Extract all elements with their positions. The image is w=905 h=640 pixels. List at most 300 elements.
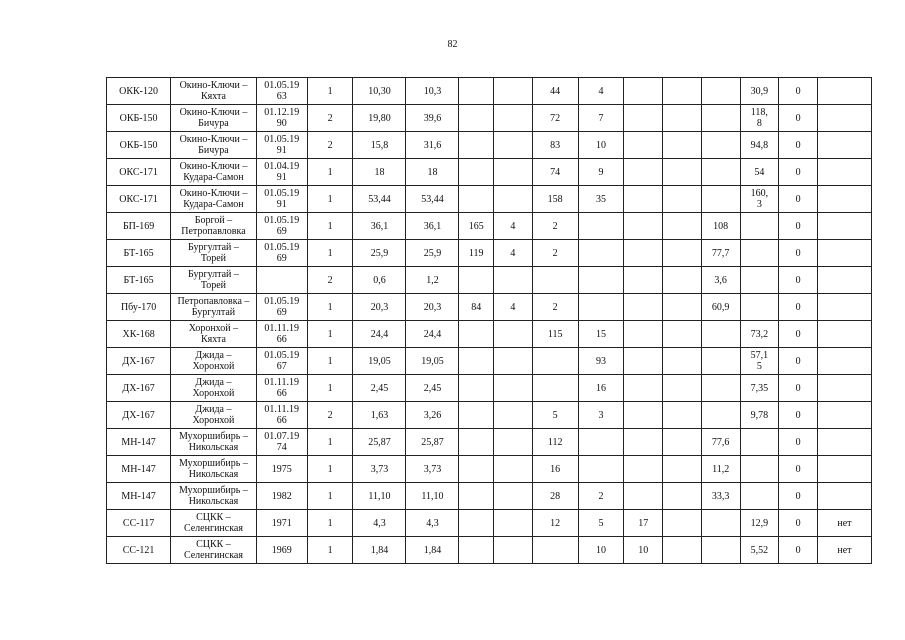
cell-col-13 <box>701 375 740 402</box>
cell-col-8: 4 <box>494 240 533 267</box>
cell-col-12 <box>663 483 702 510</box>
cell-col-13: 11,2 <box>701 456 740 483</box>
cell-col-9: 2 <box>532 240 578 267</box>
table-row <box>107 105 872 132</box>
cell-length: 11,10 <box>353 483 406 510</box>
cell-circuits: 1 <box>307 348 353 375</box>
cell-col-12 <box>663 537 702 564</box>
cell-col-8 <box>494 186 533 213</box>
cell-length: 25,9 <box>353 240 406 267</box>
cell-col-9: 2 <box>532 294 578 321</box>
cell-col-7 <box>459 483 494 510</box>
cell-line-code: СС-121 <box>107 537 171 564</box>
cell-col-14: 57,1 5 <box>740 348 779 375</box>
cell-line-code: СС-117 <box>107 510 171 537</box>
cell-col-12 <box>663 456 702 483</box>
cell-route: Окино-Ключи – Кудара-Самон <box>171 186 257 213</box>
cell-col-9 <box>532 348 578 375</box>
cell-col-14: 30,9 <box>740 78 779 105</box>
cell-col-12 <box>663 186 702 213</box>
cell-line-code: МН-147 <box>107 456 171 483</box>
cell-col-10 <box>578 456 624 483</box>
cell-commission-date: 01.05.19 69 <box>256 213 307 240</box>
cell-col-8 <box>494 78 533 105</box>
cell-length: 24,4 <box>353 321 406 348</box>
table-row <box>107 213 872 240</box>
cell-line-code: ХК-168 <box>107 321 171 348</box>
cell-col-13: 60,9 <box>701 294 740 321</box>
cell-col-10: 3 <box>578 402 624 429</box>
cell-col-12 <box>663 132 702 159</box>
cell-col-9: 158 <box>532 186 578 213</box>
cell-commission-date: 01.11.19 66 <box>256 321 307 348</box>
cell-col-16 <box>817 294 871 321</box>
cell-col-10: 5 <box>578 510 624 537</box>
cell-col-11 <box>624 213 663 240</box>
cell-circuits: 2 <box>307 105 353 132</box>
cell-line-code: Пбу-170 <box>107 294 171 321</box>
cell-col-9 <box>532 267 578 294</box>
cell-col-9: 83 <box>532 132 578 159</box>
cell-length: 15,8 <box>353 132 406 159</box>
cell-route: Джида – Хоронхой <box>171 348 257 375</box>
table-row <box>107 159 872 186</box>
cell-col-16 <box>817 186 871 213</box>
cell-col-15: 0 <box>779 294 818 321</box>
cell-col-15: 0 <box>779 159 818 186</box>
cell-col-9: 28 <box>532 483 578 510</box>
table-row <box>107 537 872 564</box>
cell-col-15: 0 <box>779 267 818 294</box>
table-row <box>107 456 872 483</box>
cell-total-length: 1,84 <box>406 537 459 564</box>
cell-circuits: 1 <box>307 456 353 483</box>
cell-col-9: 112 <box>532 429 578 456</box>
table-row <box>107 348 872 375</box>
cell-col-14 <box>740 456 779 483</box>
cell-col-14: 12,9 <box>740 510 779 537</box>
cell-col-12 <box>663 294 702 321</box>
cell-col-8 <box>494 159 533 186</box>
cell-col-7 <box>459 321 494 348</box>
cell-col-15: 0 <box>779 321 818 348</box>
cell-total-length: 3,26 <box>406 402 459 429</box>
cell-route: Бургултай – Торей <box>171 267 257 294</box>
cell-line-code: БП-169 <box>107 213 171 240</box>
cell-circuits: 2 <box>307 402 353 429</box>
cell-col-10 <box>578 294 624 321</box>
table-row <box>107 510 872 537</box>
cell-length: 2,45 <box>353 375 406 402</box>
cell-col-14 <box>740 429 779 456</box>
cell-circuits: 1 <box>307 294 353 321</box>
cell-col-7 <box>459 132 494 159</box>
cell-col-13: 3,6 <box>701 267 740 294</box>
cell-col-9: 16 <box>532 456 578 483</box>
cell-col-13 <box>701 348 740 375</box>
cell-route: Джида – Хоронхой <box>171 375 257 402</box>
cell-circuits: 1 <box>307 429 353 456</box>
cell-col-13: 77,6 <box>701 429 740 456</box>
cell-col-7 <box>459 105 494 132</box>
cell-col-11: 10 <box>624 537 663 564</box>
cell-col-13 <box>701 321 740 348</box>
cell-col-14 <box>740 483 779 510</box>
cell-commission-date: 01.05.19 91 <box>256 132 307 159</box>
cell-col-14: 7,35 <box>740 375 779 402</box>
cell-commission-date: 1982 <box>256 483 307 510</box>
cell-col-13 <box>701 510 740 537</box>
cell-total-length: 18 <box>406 159 459 186</box>
cell-route: СЦКК – Селенгинская <box>171 510 257 537</box>
cell-line-code: МН-147 <box>107 483 171 510</box>
cell-col-7: 119 <box>459 240 494 267</box>
cell-commission-date: 1975 <box>256 456 307 483</box>
cell-col-15: 0 <box>779 456 818 483</box>
cell-total-length: 36,1 <box>406 213 459 240</box>
cell-col-10: 4 <box>578 78 624 105</box>
cell-line-code: БТ-165 <box>107 240 171 267</box>
table-row <box>107 240 872 267</box>
cell-col-14: 54 <box>740 159 779 186</box>
cell-circuits: 1 <box>307 510 353 537</box>
cell-length: 0,6 <box>353 267 406 294</box>
table-row <box>107 483 872 510</box>
cell-col-16 <box>817 267 871 294</box>
cell-length: 4,3 <box>353 510 406 537</box>
cell-col-15: 0 <box>779 429 818 456</box>
cell-commission-date: 01.05.19 91 <box>256 186 307 213</box>
cell-col-16 <box>817 105 871 132</box>
data-table <box>106 77 872 564</box>
cell-circuits: 1 <box>307 78 353 105</box>
cell-line-code: ДХ-167 <box>107 348 171 375</box>
cell-col-11: 17 <box>624 510 663 537</box>
cell-commission-date: 01.11.19 66 <box>256 402 307 429</box>
cell-col-10: 7 <box>578 105 624 132</box>
cell-line-code: ОКБ-150 <box>107 132 171 159</box>
cell-col-7 <box>459 375 494 402</box>
cell-col-9: 74 <box>532 159 578 186</box>
cell-col-10: 16 <box>578 375 624 402</box>
cell-col-9: 44 <box>532 78 578 105</box>
cell-col-10 <box>578 213 624 240</box>
cell-col-15: 0 <box>779 375 818 402</box>
cell-col-10: 93 <box>578 348 624 375</box>
cell-commission-date: 01.05.19 67 <box>256 348 307 375</box>
cell-total-length: 39,6 <box>406 105 459 132</box>
cell-col-7 <box>459 159 494 186</box>
cell-col-12 <box>663 240 702 267</box>
cell-circuits: 1 <box>307 375 353 402</box>
cell-col-15: 0 <box>779 105 818 132</box>
cell-commission-date: 01.07.19 74 <box>256 429 307 456</box>
cell-commission-date: 01.11.19 66 <box>256 375 307 402</box>
cell-col-11 <box>624 429 663 456</box>
cell-circuits: 1 <box>307 159 353 186</box>
cell-col-14: 160, 3 <box>740 186 779 213</box>
cell-col-16: нет <box>817 537 871 564</box>
cell-col-15: 0 <box>779 402 818 429</box>
table-row <box>107 402 872 429</box>
cell-col-8: 4 <box>494 213 533 240</box>
cell-length: 25,87 <box>353 429 406 456</box>
cell-col-12 <box>663 105 702 132</box>
cell-length: 18 <box>353 159 406 186</box>
table-row <box>107 78 872 105</box>
cell-col-8 <box>494 456 533 483</box>
cell-col-11 <box>624 294 663 321</box>
cell-col-15: 0 <box>779 348 818 375</box>
cell-total-length: 20,3 <box>406 294 459 321</box>
cell-circuits: 1 <box>307 186 353 213</box>
cell-col-15: 0 <box>779 213 818 240</box>
cell-col-10 <box>578 240 624 267</box>
cell-total-length: 1,2 <box>406 267 459 294</box>
cell-col-14 <box>740 213 779 240</box>
cell-col-14 <box>740 294 779 321</box>
cell-col-14: 9,78 <box>740 402 779 429</box>
cell-commission-date: 01.05.19 63 <box>256 78 307 105</box>
cell-total-length: 2,45 <box>406 375 459 402</box>
cell-col-8 <box>494 267 533 294</box>
cell-route: Джида – Хоронхой <box>171 402 257 429</box>
cell-commission-date <box>256 267 307 294</box>
cell-total-length: 3,73 <box>406 456 459 483</box>
cell-col-15: 0 <box>779 510 818 537</box>
cell-col-7 <box>459 510 494 537</box>
cell-col-13 <box>701 132 740 159</box>
cell-col-11 <box>624 159 663 186</box>
cell-length: 19,80 <box>353 105 406 132</box>
cell-col-7 <box>459 348 494 375</box>
cell-line-code: ДХ-167 <box>107 402 171 429</box>
cell-total-length: 25,87 <box>406 429 459 456</box>
cell-col-7: 165 <box>459 213 494 240</box>
cell-col-14: 118, 8 <box>740 105 779 132</box>
cell-col-16 <box>817 159 871 186</box>
cell-col-11 <box>624 348 663 375</box>
cell-col-11 <box>624 240 663 267</box>
cell-route: Окино-Ключи – Бичура <box>171 132 257 159</box>
cell-col-16 <box>817 240 871 267</box>
cell-route: Хоронхой – Кяхта <box>171 321 257 348</box>
cell-col-13 <box>701 402 740 429</box>
cell-col-16 <box>817 213 871 240</box>
cell-col-15: 0 <box>779 132 818 159</box>
cell-route: Бургултай – Торей <box>171 240 257 267</box>
cell-col-10: 9 <box>578 159 624 186</box>
cell-total-length: 53,44 <box>406 186 459 213</box>
cell-col-9 <box>532 537 578 564</box>
cell-total-length: 11,10 <box>406 483 459 510</box>
cell-col-13: 77,7 <box>701 240 740 267</box>
cell-col-10: 35 <box>578 186 624 213</box>
cell-col-16 <box>817 483 871 510</box>
cell-line-code: МН-147 <box>107 429 171 456</box>
cell-col-7 <box>459 537 494 564</box>
cell-col-16 <box>817 78 871 105</box>
cell-col-16 <box>817 429 871 456</box>
cell-col-14 <box>740 240 779 267</box>
cell-col-13 <box>701 105 740 132</box>
cell-col-13 <box>701 537 740 564</box>
cell-col-11 <box>624 456 663 483</box>
cell-length: 1,63 <box>353 402 406 429</box>
cell-route: Мухоршибирь – Никольская <box>171 456 257 483</box>
table-row <box>107 375 872 402</box>
cell-route: Окино-Ключи – Бичура <box>171 105 257 132</box>
cell-circuits: 1 <box>307 537 353 564</box>
cell-col-16 <box>817 132 871 159</box>
cell-commission-date: 1971 <box>256 510 307 537</box>
cell-length: 3,73 <box>353 456 406 483</box>
cell-total-length: 31,6 <box>406 132 459 159</box>
cell-col-12 <box>663 348 702 375</box>
cell-col-8 <box>494 375 533 402</box>
cell-col-13: 108 <box>701 213 740 240</box>
cell-col-14: 73,2 <box>740 321 779 348</box>
cell-col-9: 12 <box>532 510 578 537</box>
cell-col-11 <box>624 267 663 294</box>
table-row <box>107 321 872 348</box>
cell-col-14: 5,52 <box>740 537 779 564</box>
cell-col-16 <box>817 348 871 375</box>
cell-route: Мухоршибирь – Никольская <box>171 429 257 456</box>
cell-length: 1,84 <box>353 537 406 564</box>
cell-col-15: 0 <box>779 78 818 105</box>
cell-col-15: 0 <box>779 186 818 213</box>
cell-col-12 <box>663 78 702 105</box>
cell-col-7 <box>459 456 494 483</box>
table-row <box>107 267 872 294</box>
cell-col-11 <box>624 402 663 429</box>
cell-length: 19,05 <box>353 348 406 375</box>
cell-col-8 <box>494 510 533 537</box>
cell-commission-date: 1969 <box>256 537 307 564</box>
cell-route: Окино-Ключи – Кудара-Самон <box>171 159 257 186</box>
cell-col-8 <box>494 483 533 510</box>
cell-col-8 <box>494 105 533 132</box>
cell-col-14 <box>740 267 779 294</box>
cell-col-16 <box>817 456 871 483</box>
cell-col-10: 15 <box>578 321 624 348</box>
cell-col-12 <box>663 213 702 240</box>
cell-circuits: 1 <box>307 240 353 267</box>
cell-col-8 <box>494 132 533 159</box>
cell-route: СЦКК – Селенгинская <box>171 537 257 564</box>
cell-col-14: 94,8 <box>740 132 779 159</box>
cell-col-12 <box>663 159 702 186</box>
table-body <box>107 78 872 564</box>
cell-col-11 <box>624 375 663 402</box>
cell-route: Боргой – Петропавловка <box>171 213 257 240</box>
cell-col-16 <box>817 321 871 348</box>
cell-col-11 <box>624 483 663 510</box>
cell-col-12 <box>663 321 702 348</box>
cell-line-code: ОКК-120 <box>107 78 171 105</box>
page-number: 82 <box>447 39 458 50</box>
cell-col-7 <box>459 267 494 294</box>
cell-col-13 <box>701 159 740 186</box>
cell-col-11 <box>624 186 663 213</box>
cell-route: Мухоршибирь – Никольская <box>171 483 257 510</box>
cell-total-length: 19,05 <box>406 348 459 375</box>
cell-col-13 <box>701 186 740 213</box>
cell-col-9 <box>532 375 578 402</box>
cell-total-length: 25,9 <box>406 240 459 267</box>
cell-col-9: 72 <box>532 105 578 132</box>
cell-col-9: 5 <box>532 402 578 429</box>
cell-col-13: 33,3 <box>701 483 740 510</box>
table-row <box>107 294 872 321</box>
cell-circuits: 1 <box>307 321 353 348</box>
cell-length: 20,3 <box>353 294 406 321</box>
cell-col-8 <box>494 402 533 429</box>
cell-circuits: 1 <box>307 483 353 510</box>
table-row <box>107 186 872 213</box>
cell-length: 36,1 <box>353 213 406 240</box>
cell-col-15: 0 <box>779 537 818 564</box>
cell-col-7 <box>459 429 494 456</box>
cell-length: 10,30 <box>353 78 406 105</box>
cell-col-12 <box>663 267 702 294</box>
cell-route: Окино-Ключи – Кяхта <box>171 78 257 105</box>
cell-col-10: 10 <box>578 132 624 159</box>
cell-length: 53,44 <box>353 186 406 213</box>
cell-total-length: 10,3 <box>406 78 459 105</box>
cell-col-11 <box>624 78 663 105</box>
cell-col-12 <box>663 375 702 402</box>
cell-commission-date: 01.05.19 69 <box>256 294 307 321</box>
cell-line-code: ОКБ-150 <box>107 105 171 132</box>
cell-col-12 <box>663 510 702 537</box>
cell-col-10 <box>578 267 624 294</box>
cell-col-13 <box>701 78 740 105</box>
cell-col-11 <box>624 105 663 132</box>
cell-col-11 <box>624 321 663 348</box>
cell-col-8 <box>494 537 533 564</box>
cell-col-8: 4 <box>494 294 533 321</box>
cell-col-16 <box>817 402 871 429</box>
cell-col-15: 0 <box>779 240 818 267</box>
cell-col-10: 10 <box>578 537 624 564</box>
cell-line-code: ОКС-171 <box>107 159 171 186</box>
cell-col-12 <box>663 402 702 429</box>
cell-circuits: 1 <box>307 213 353 240</box>
cell-circuits: 2 <box>307 267 353 294</box>
cell-col-15: 0 <box>779 483 818 510</box>
cell-col-9: 2 <box>532 213 578 240</box>
cell-col-8 <box>494 429 533 456</box>
cell-col-10 <box>578 429 624 456</box>
cell-circuits: 2 <box>307 132 353 159</box>
cell-total-length: 4,3 <box>406 510 459 537</box>
cell-commission-date: 01.12.19 90 <box>256 105 307 132</box>
cell-route: Петропавловка – Бургултай <box>171 294 257 321</box>
cell-col-16 <box>817 375 871 402</box>
cell-col-7 <box>459 78 494 105</box>
table-row <box>107 132 872 159</box>
cell-col-7 <box>459 186 494 213</box>
cell-line-code: ОКС-171 <box>107 186 171 213</box>
cell-col-11 <box>624 132 663 159</box>
table-row <box>107 429 872 456</box>
cell-total-length: 24,4 <box>406 321 459 348</box>
cell-col-10: 2 <box>578 483 624 510</box>
cell-col-16: нет <box>817 510 871 537</box>
cell-col-9: 115 <box>532 321 578 348</box>
